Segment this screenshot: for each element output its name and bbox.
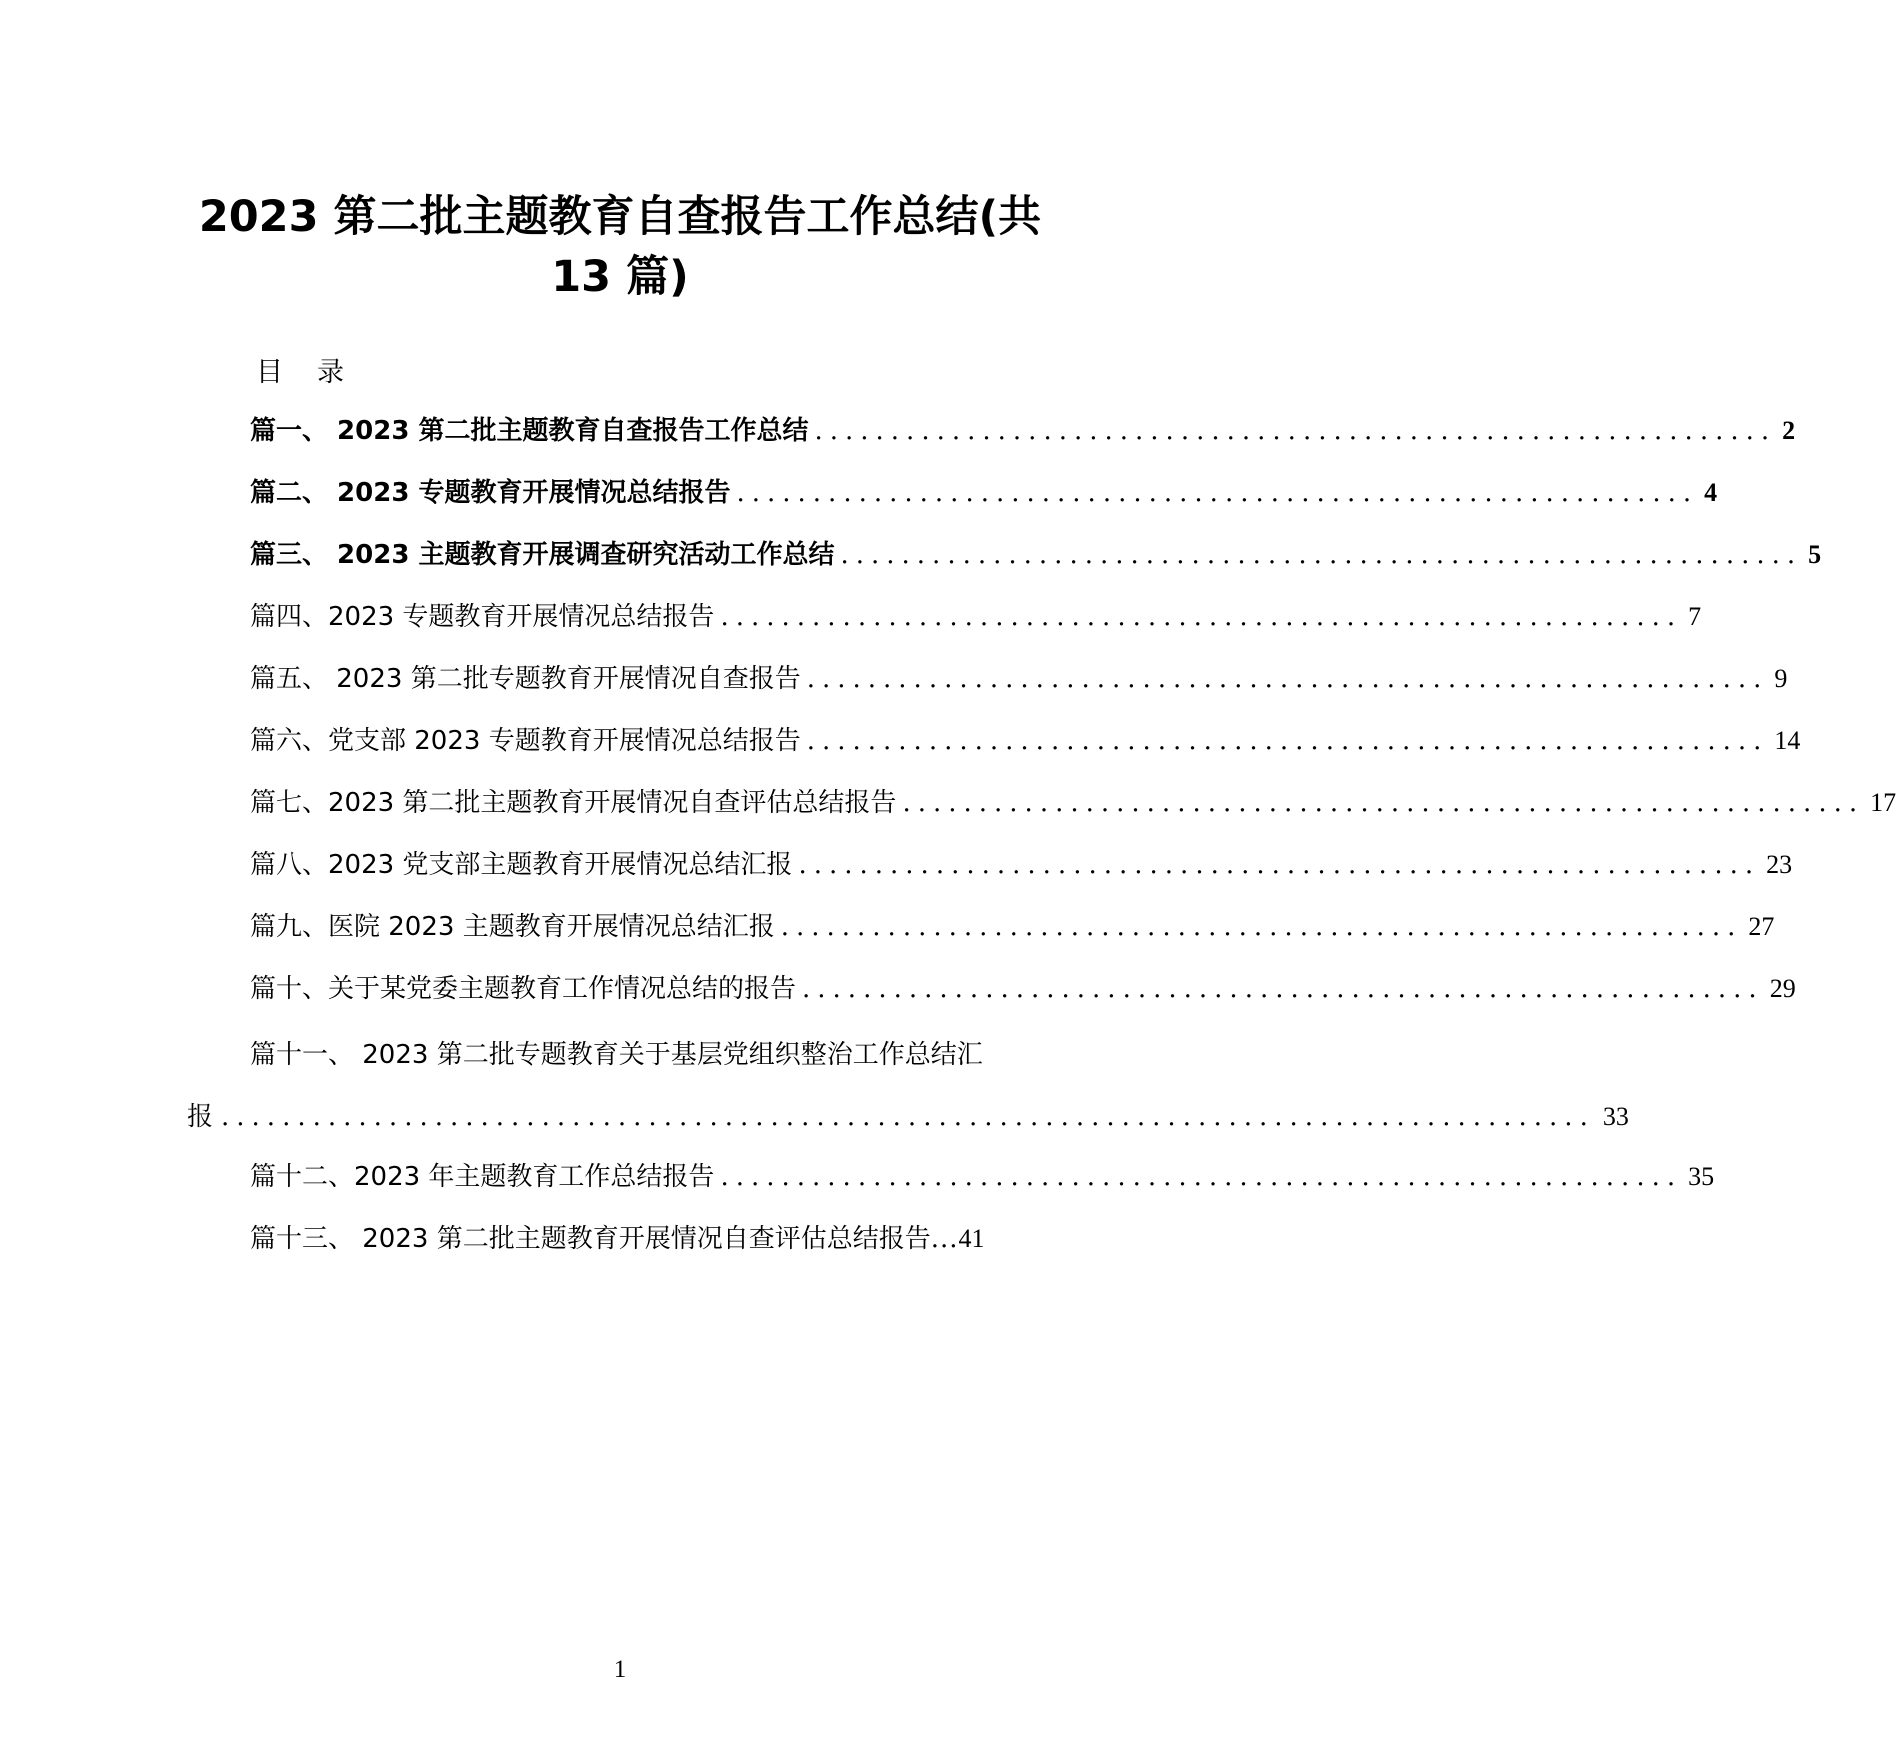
toc-leader-dots: ............................................................... bbox=[736, 478, 1699, 508]
document-title-line-1: 2023 第二批主题教育自查报告工作总结(共 bbox=[198, 192, 1042, 242]
toc-entry-11-line-1[interactable]: 篇十一、 2023 第二批专题教育关于基层党组织整治工作总结汇 bbox=[250, 1040, 983, 1070]
toc-entry-label: 篇六、党支部 2023 专题教育开展情况总结报告 bbox=[250, 726, 801, 756]
toc-leader-dots: ............................................................... bbox=[806, 726, 1769, 756]
toc-entry-label: 篇九、医院 2023 主题教育开展情况总结汇报 bbox=[250, 912, 775, 942]
toc-entry-label: 篇五、 2023 第二批专题教育开展情况自查报告 bbox=[250, 664, 801, 694]
toc-leader-dots: ............................................................... bbox=[720, 602, 1683, 632]
toc-entry-page: 4 bbox=[1704, 478, 1718, 507]
toc-entry-5[interactable] bbox=[250, 660, 1788, 696]
page-number: 1 bbox=[613, 1656, 627, 1683]
toc-entry-10[interactable] bbox=[250, 970, 1796, 1006]
toc-entry-1[interactable] bbox=[250, 412, 1796, 448]
toc-entry-label: 篇十二、2023 年主题教育工作总结报告 bbox=[250, 1162, 715, 1192]
toc-entry-page: 23 bbox=[1766, 850, 1793, 879]
toc-entry-label: 篇十、关于某党委主题教育工作情况总结的报告 bbox=[250, 974, 797, 1004]
toc-entry-6[interactable] bbox=[250, 722, 1801, 758]
toc-entry-page: 29 bbox=[1769, 974, 1796, 1003]
toc-leader-dots: ............................................................... bbox=[840, 540, 1803, 570]
toc-leader-dots: ............................................................... bbox=[902, 788, 1865, 818]
toc-leader-dots: .......................................................................................... bbox=[221, 1102, 1595, 1132]
toc-entry-page: 2 bbox=[1782, 416, 1796, 445]
toc-entry-label: 篇一、 2023 第二批主题教育自查报告工作总结 bbox=[250, 416, 809, 446]
toc-entry-7[interactable] bbox=[250, 784, 1896, 820]
toc-entry-11-line-2[interactable] bbox=[187, 1098, 1629, 1134]
toc-leader-dots: ............................................................... bbox=[780, 912, 1743, 942]
toc-entry-page: 33 bbox=[1602, 1102, 1629, 1131]
toc-entry-label: 篇十三、 2023 第二批主题教育开展情况自查评估总结报告 bbox=[250, 1224, 931, 1254]
toc-entry-12[interactable] bbox=[250, 1158, 1715, 1194]
toc-leader-dots: ............................................................... bbox=[814, 416, 1777, 446]
toc-entry-13[interactable] bbox=[250, 1220, 1048, 1256]
toc-entry-8[interactable] bbox=[250, 846, 1793, 882]
toc-entry-page: 35 bbox=[1688, 1162, 1715, 1191]
toc-entry-9[interactable] bbox=[250, 908, 1775, 944]
toc-leader-dots: ............................................................... bbox=[798, 850, 1761, 880]
toc-entry-3[interactable] bbox=[250, 536, 1822, 572]
toc-entry-label: 报 bbox=[187, 1102, 214, 1132]
toc-entry-page: 41 bbox=[958, 1224, 985, 1253]
toc-leader-dots: ............................................................... bbox=[720, 1162, 1683, 1192]
toc-entry-2[interactable] bbox=[250, 474, 1718, 510]
toc-entry-label: 篇八、2023 党支部主题教育开展情况总结汇报 bbox=[250, 850, 793, 880]
toc-entry-label: 篇三、 2023 主题教育开展调查研究活动工作总结 bbox=[250, 540, 835, 570]
toc-leader-dots: ... bbox=[930, 1224, 959, 1254]
toc-heading: 目录 bbox=[256, 357, 378, 388]
toc-entry-label: 篇二、 2023 专题教育开展情况总结报告 bbox=[250, 478, 731, 508]
toc-leader-dots: ............................................................... bbox=[802, 974, 1764, 1004]
document-title-line-2: 13 篇) bbox=[551, 252, 689, 302]
toc-entry-page: 17 bbox=[1870, 788, 1896, 817]
toc-entry-label: 篇七、2023 第二批主题教育开展情况自查评估总结报告 bbox=[250, 788, 897, 818]
toc-entry-page: 7 bbox=[1688, 602, 1702, 631]
toc-entry-page: 5 bbox=[1808, 540, 1822, 569]
toc-leader-dots: ............................................................... bbox=[806, 664, 1769, 694]
toc-entry-page: 27 bbox=[1748, 912, 1775, 941]
toc-entry-4[interactable] bbox=[250, 598, 1702, 634]
toc-entry-page: 14 bbox=[1774, 726, 1801, 755]
toc-entry-label: 篇四、2023 专题教育开展情况总结报告 bbox=[250, 602, 715, 632]
toc-entry-page: 9 bbox=[1774, 664, 1788, 693]
